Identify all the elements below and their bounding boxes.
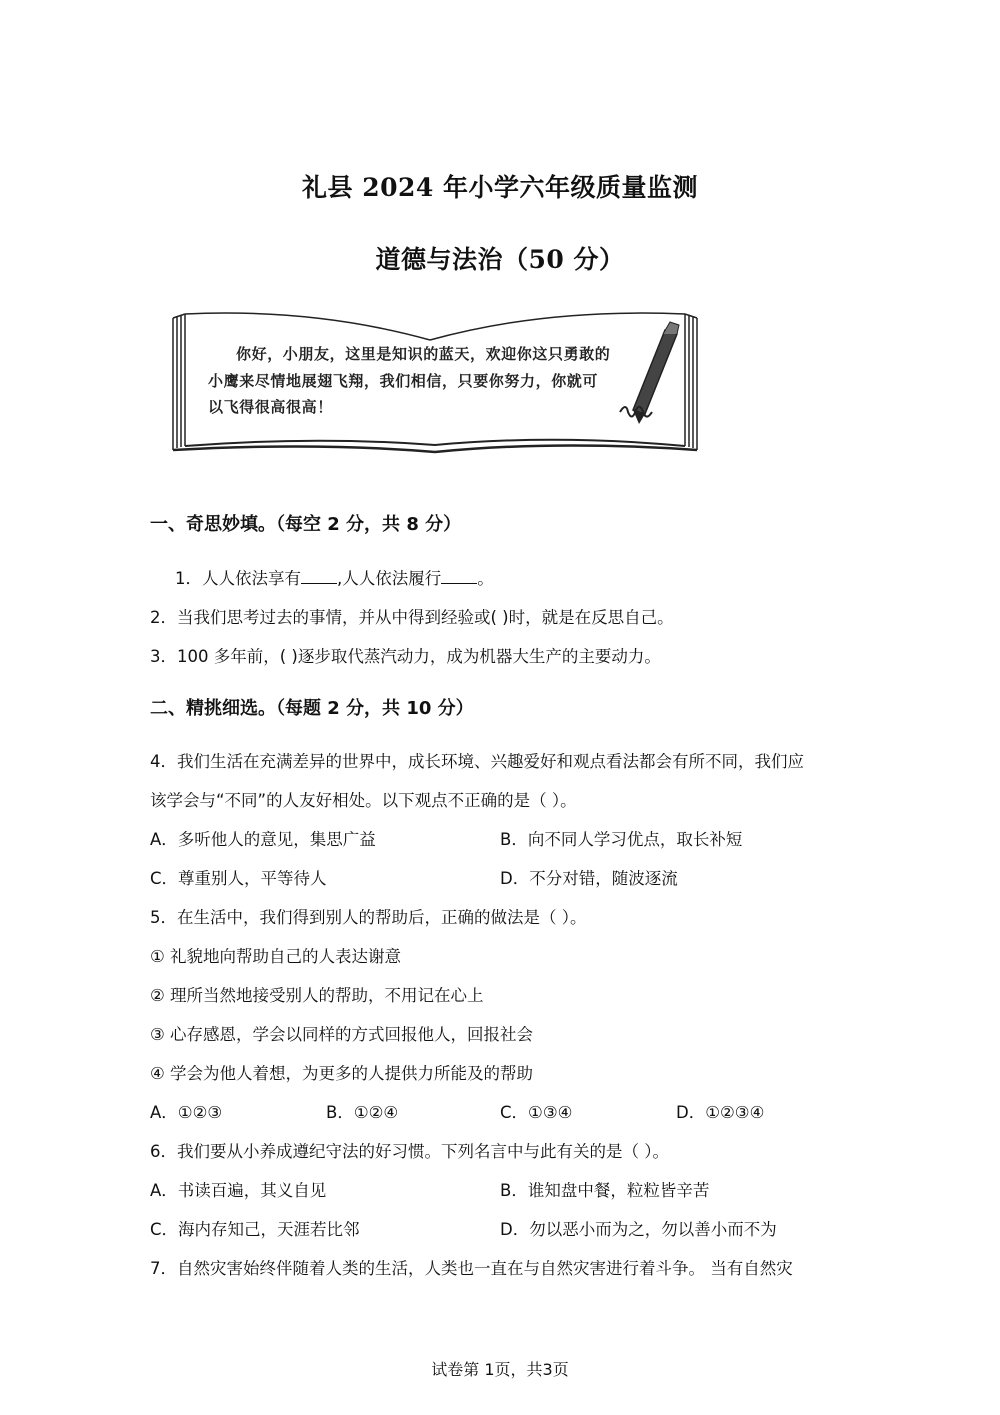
question-1-part-c: 。 bbox=[477, 569, 494, 588]
question-5-item-4: ④ 学会为他人着想，为更多的人提供力所能及的帮助 bbox=[150, 1064, 534, 1083]
pen-icon bbox=[620, 322, 679, 424]
question-6-option-c: C．海内存知己，天涯若比邻 bbox=[150, 1220, 360, 1239]
question-6-option-d: D．勿以恶小而为之，勿以善小而不为 bbox=[500, 1220, 777, 1239]
page-title: 礼县 2024 年小学六年级质量监测 bbox=[302, 173, 698, 202]
question-6-stem: 6．我们要从小养成遵纪守法的好习惯。下列名言中与此有关的是（ ）。 bbox=[150, 1142, 669, 1161]
section-2-heading: 二、精挑细选。（每题 2 分，共 10 分） bbox=[150, 698, 474, 719]
question-3: 3．100 多年前，( )逐步取代蒸汽动力，成为机器大生产的主要动力。 bbox=[150, 647, 661, 666]
question-5-option-b: B．①②④ bbox=[326, 1103, 399, 1122]
banner-line-3: 以飞得很高很高！ bbox=[208, 398, 333, 416]
question-1 bbox=[175, 565, 494, 589]
question-5-option-a: A．①②③ bbox=[150, 1103, 223, 1122]
page-footer: 试卷第 1页，共3页 bbox=[431, 1360, 569, 1379]
answer-blank[interactable] bbox=[301, 569, 337, 584]
question-2: 2．当我们思考过去的事情，并从中得到经验或( )时，就是在反思自己。 bbox=[150, 608, 674, 627]
question-5-option-d: D．①②③④ bbox=[676, 1103, 765, 1122]
question-5-item-3: ③ 心存感恩，学会以同样的方式回报他人，回报社会 bbox=[150, 1025, 534, 1044]
question-5-option-c: C．①③④ bbox=[500, 1103, 573, 1122]
question-4-option-d: D．不分对错，随波逐流 bbox=[500, 869, 678, 888]
answer-blank[interactable] bbox=[441, 569, 477, 584]
banner-line-1: 你好，小朋友，这里是知识的蓝天，欢迎你这只勇敢的 bbox=[236, 345, 611, 363]
question-4-option-c: C．尊重别人，平等待人 bbox=[150, 869, 327, 888]
question-5-item-2: ② 理所当然地接受别人的帮助，不用记在心上 bbox=[150, 986, 484, 1005]
question-7-line-1: 7．自然灾害始终伴随着人类的生活，人类也一直在与自然灾害进行着斗争。 当有自然灾 bbox=[150, 1259, 793, 1278]
question-6-option-b: B．谁知盘中餐，粒粒皆辛苦 bbox=[500, 1181, 710, 1200]
question-4-option-b: B．向不同人学习优点，取长补短 bbox=[500, 830, 743, 849]
question-4-option-a: A．多听他人的意见，集思广益 bbox=[150, 830, 376, 849]
question-1-part-b: ,人人依法履行 bbox=[337, 569, 442, 588]
question-5-stem: 5．在生活中，我们得到别人的帮助后，正确的做法是（ ）。 bbox=[150, 908, 587, 927]
question-1-part-a: 1．人人依法享有 bbox=[175, 569, 301, 588]
question-5-item-1: ① 礼貌地向帮助自己的人表达谢意 bbox=[150, 947, 402, 966]
page-subtitle: 道德与法治（50 分） bbox=[375, 245, 625, 274]
question-6-option-a: A．书读百遍，其义自见 bbox=[150, 1181, 327, 1200]
question-4-line-1: 4．我们生活在充满差异的世界中，成长环境、兴趣爱好和观点看法都会有所不同，我们应 bbox=[150, 752, 804, 771]
question-4-line-2: 该学会与“不同”的人友好相处。以下观点不正确的是（ ）。 bbox=[150, 791, 577, 810]
banner-line-2: 小鹰来尽情地展翅飞翔，我们相信，只要你努力，你就可 bbox=[208, 372, 599, 390]
section-1-heading: 一、奇思妙填。（每空 2 分，共 8 分） bbox=[150, 514, 462, 535]
